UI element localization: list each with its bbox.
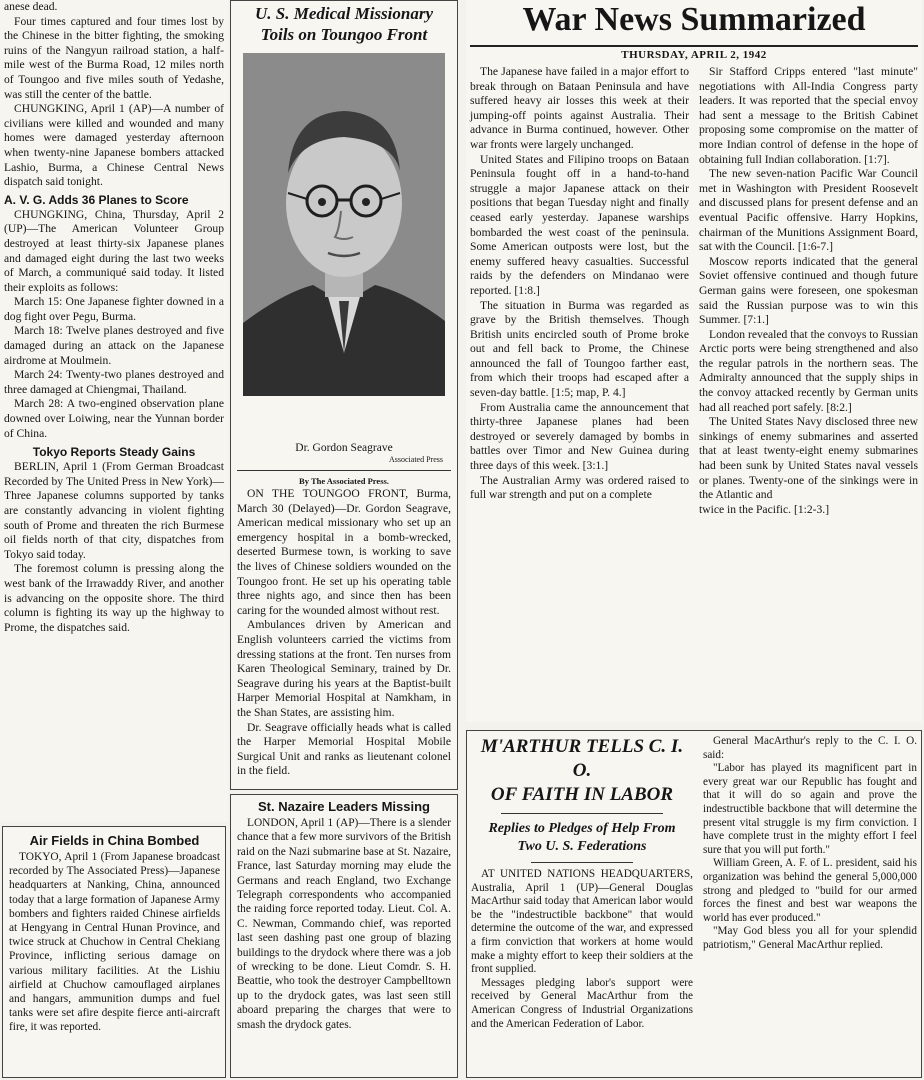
caption-rule [237,470,451,471]
missionary-paragraph-2: Ambulances driven by American and English volunteers carried the victims from dressing stations at the front. Ten nurses from Karen Theological Seminary, trained by Dr. Seagrave during his years at the Baptist-built Harper Memorial Hospital at Namkham, in the Shan States, are assisting him. [237,618,451,719]
subhead-rule [531,862,633,863]
reply-quote-paragraph: "Labor has played its magnificent part in every great war our Republic has fought and that it will do so again and prove the indestructible backbone that will determine the present vital struggle is my firm conviction. I have complete trust in the mighty effort I feel sure that you will put forth." [702,762,917,856]
tokyo-paragraph-2: The foremost column is pressing along the west bank of the Irrawaddy River, and another is advancing on the opposite shore. The third column is fighting its way up the highway to Prome, the dispatches said. [4,562,224,634]
masthead: War News Summarized [522,1,866,38]
missionary-paragraph-1: ON THE TOUNGOO FRONT, Burma, March 30 (Delayed)—Dr. Gordon Seagrave, American medical missionary who set up an emergency hospital in a bomb-wrecked, deserted Burmese town, is working to save the lives of Chinese soldiers wounded on the Toungoo front. He set up his operating table three nights ago, and since then has been caring for the wounded almost without rest. [237,487,451,617]
photo-credit: Associated Press [389,455,443,464]
macarthur-paragraph-1: AT UNITED NATIONS HEADQUARTERS, Australia, April 1 (UP)—General Douglas MacArthur said today that American labor would be the "indestructible backbone" that would determine the outcome of the war, and expressed a firm conviction that workers at home would make a mighty effort to keep their soldiers at the front supplied. [471,868,693,976]
summary-left-column [470,65,689,517]
seagrave-portrait-photo [243,53,445,396]
australian-army-paragraph: The Australian Army was ordered raised to full war strength and put on a complete [470,473,689,502]
reply-intro-paragraph: General MacArthur's reply to the C. I. O. said: [702,735,917,761]
march28-item: March 28: A two-engined observation plane downed over Loiwing, near the Yunnan border of China. [4,397,224,440]
macarthur-headline-line2: OF FAITH IN LABOR [490,784,674,805]
macarthur-clipping [466,730,922,1078]
australia-paragraph: From Australia came the announcement that thirty-three Japanese planes had been destroyed or severely damaged by bombs in battles over Timor and New Guinea during three days of this week. [3:1.] [470,400,689,473]
missionary-paragraph-3: Dr. Seagrave officially heads what is called the Harper Memorial Hospital Mobile Surgical Unit and ranks as lieutenant colonel in the field. [237,720,451,778]
macarthur-subhead-line2: Two U. S. Federations [517,839,647,854]
air-fields-headline: Air Fields in China Bombed [29,833,200,848]
moscow-paragraph: Moscow reports indicated that the general Soviet offensive continued and though future German gains were foreseen, one spokesman said the Russian purpose was to win this Summer. [7:1.] [699,254,918,327]
march24-item: March 24: Twenty-two planes destroyed and three damaged at Chiengmai, Thailand. [4,368,224,396]
march15-item: March 15: One Japanese fighter downed in a dog fight over Pegu, Burma. [4,295,224,323]
air-fields-paragraph: TOKYO, April 1 (From Japanese broadcast recorded by The Associated Press)—Japanese headquarters at Nanking, China, announced today that a large formation of Japanese Army bombers and fighters raided Chinese airfields at Hengyang in Central Hunan Province, and twice struck at Chuchow in Central Chekiang Province, inflicting serious damage on various military facilities. At the Lishiu airfield at Chuchow camouflaged airplanes and hangars, ammunition dumps and fuel tanks were set afire despite fierce anti-aircraft fire, it was reported. [9,851,220,1034]
fragment-text: anese dead. [4,0,58,13]
missionary-headline-line1: U. S. Medical Missionary [254,4,434,23]
chungking-paragraph: CHUNGKING, April 1 (AP)—A number of civilians were killed and wounded and many homes were damaged yesterday afternoon when twenty-nine Japanese bombers attacked Lashio, Burma, a Chinese Central News dispatch said tonight. [4,102,224,189]
st-nazaire-paragraph: LONDON, April 1 (AP)—There is a slender chance that a few more survivors of the British raid on the Nazi submarine base at St. Nazaire, France, last Saturday morning may elude the Germans and reach England, two Exchange Telegraph correspondents who accompanied the raiding force reported today. Lieut. Col. A. C. Newman, Commando chief, was reported last seen dashing past one group of blazing buildings to the drydock where there was a job of wrecking to be done. Lieut Comdr. S. H. Beattie, who took the destroyer Campbelltown up to the drydock gates, was last seen still aboard preparing the charges that were to smash the drydock gates. [237,817,451,1031]
navy-paragraph-tail: twice in the Pacific. [1:2-3.] [699,502,830,516]
st-nazaire-headline: St. Nazaire Leaders Missing [258,799,430,814]
masthead-rule [470,45,918,47]
cripps-paragraph: Sir Stafford Cripps entered "last minute" negotiations with All-India Congress party leaders. It was reported that the special envoy had sent a message to the British Cabinet proposing some compromise on the matter of more Indian control of defense in the hope of obtaining full Indian collaboration. [1:7]. [699,65,918,166]
portrait-illustration [243,53,445,396]
navy-paragraph: The United States Navy disclosed three new sinkings of enemy submarines and asserted that at least twenty-eight enemy submarines had been sunk by United States naval vessels or planes. Twenty-one of the sinkings were in the Atlantic and [699,415,918,502]
photo-caption: Dr. Gordon Seagrave [295,442,393,454]
macarthur-headline-line1: M'ARTHUR TELLS C. I. O. [480,736,684,781]
tokyo-headline: Tokyo Reports Steady Gains [32,445,196,460]
left-column-clipping [0,0,228,822]
dateline: THURSDAY, APRIL 2, 1942 [621,49,767,61]
summary-lead-paragraph: The Japanese have failed in a major effort to break through on Bataan Peninsula and have suffered heavy air losses this week at their jumping-off points against Australia. Their advance in Burma continued, however. Other war fronts were largely unchanged. [470,65,689,151]
macarthur-subhead-line1: Replies to Pledges of Help From [488,821,676,836]
march18-item: March 18: Twelve planes destroyed and five damaged during an attack on the Japanese airdrome at Moulmein. [4,324,224,367]
missionary-clipping [230,0,458,790]
missionary-headline-line2: Toils on Toungoo Front [260,25,428,44]
headline-rule [501,813,663,814]
macarthur-left-column [471,735,693,1031]
pacific-council-paragraph: The new seven-nation Pacific War Council met in Washington with President Roosevelt and discussed plans for present defense and an eventual Pacific offensive. Harry Hopkins, chairman of the Munitions Assignment Board, sat with the Council. [1:6-7.] [699,167,918,254]
macarthur-paragraph-2: Messages pledging labor's support were received by General MacArthur from the American Congress of Industrial Organizations and the American Federation of Labor. [471,976,693,1030]
air-fields-clipping [2,826,226,1078]
st-nazaire-clipping [230,794,458,1078]
summary-right-column [699,65,918,517]
green-paragraph: William Green, A. F. of L. president, said his organization was behind the general 5,000,000 strong and pledged to "build for our armed forces the finest and best war weapons the world has ever produced." [702,857,917,924]
bataan-paragraph: United States and Filipino troops on Bataan Peninsula fought off in a hand-to-hand struggle a major Japanese attack on their positions that began Tuesday night and finally ceased early yesterday. Japanese warships bombarded the west coast of the peninsula. Some American outposts were lost, but the enemy suffered heavy casualties. Successful raids by the defenders on Mindanao were reported. [1:8.] [470,152,689,297]
missionary-byline: By The Associated Press. [299,476,389,486]
tokyo-paragraph: BERLIN, April 1 (From German Broadcast Recorded by The United Press in New York)—Three Japanese columns supported by tanks are constantly advancing in violent fighting south of Prome and threaten the rich Burmese oil fields north of that city, dispatches from Tokyo said today. [4,460,224,561]
convoy-paragraph: London revealed that the convoys to Russian Arctic ports were being strengthened and also the regular patrols in the northern seas. The Admiralty announced that the supply ships in the convoy attacked recently by German units had all reached port safely. [8:2.] [699,327,918,414]
closing-quote-paragraph: "May God bless you all for your splendid patriotism," General MacArthur replied. [702,925,917,951]
macarthur-right-column [703,735,917,1031]
nangyun-paragraph: Four times captured and four times lost by the Chinese in the bitter fighting, the smoking ruins of the Nangyun railroad station, a half-mile west of the Burma Road, 12 miles north of Toungoo and five miles south of Yedashe, was still the center of the battle. [4,14,224,101]
burma-paragraph: The situation in Burma was regarded as grave by the British themselves. Though British units encircled south of Prome broke out and fell back to Prome, the Chinese announced the fall of Toungoo farther east, from which their troops had escaped after a seven-day battle. [1:5; map, P. 4.] [470,298,689,400]
avg-paragraph: CHUNGKING, China, Thursday, April 2 (UP)—The American Volunteer Group destroyed at least thirty-six Japanese planes and damaged eight during the last two weeks of March, a communiqué said today. It listed their exploits as follows: [4,207,224,294]
war-news-clipping [466,0,922,722]
avg-headline: A. V. G. Adds 36 Planes to Score [4,192,189,207]
